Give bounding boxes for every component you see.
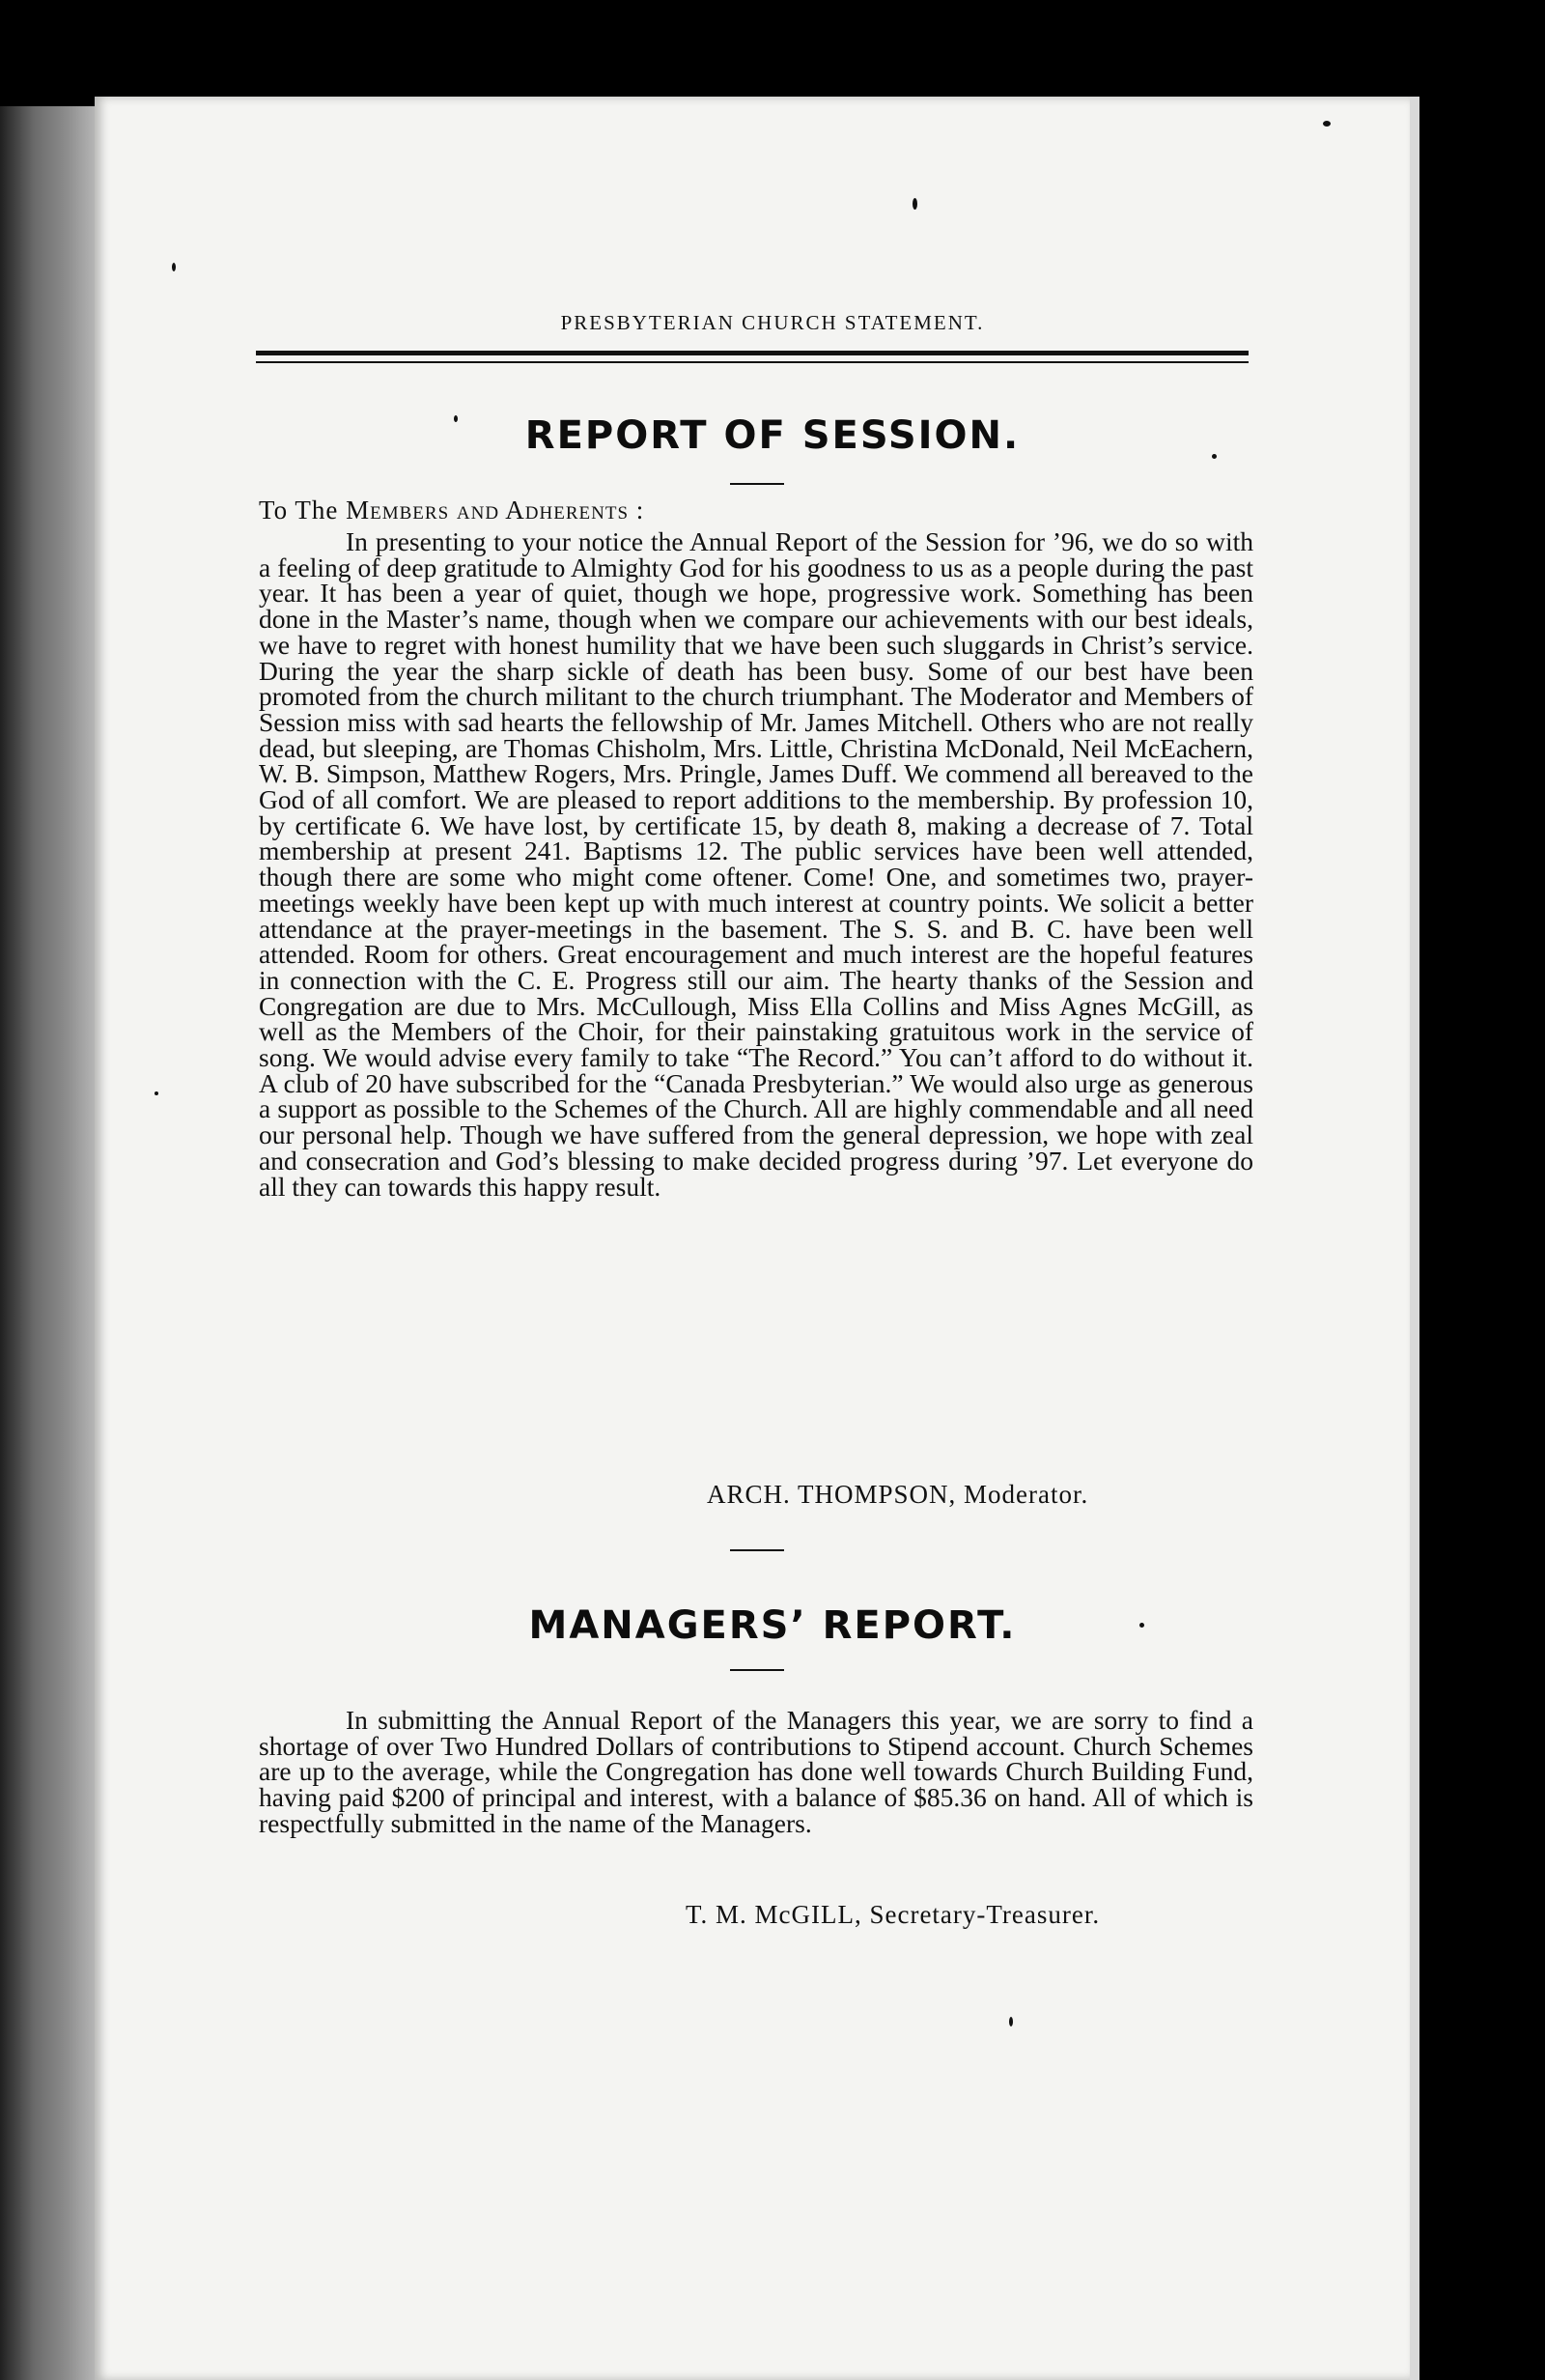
scan-speck: [154, 1091, 158, 1095]
scan-speck: [172, 263, 176, 271]
salutation-prefix: To The: [259, 496, 347, 524]
scan-speck: [1323, 121, 1331, 127]
session-heading: REPORT OF SESSION.: [524, 413, 1021, 458]
salutation-suffix: :: [629, 496, 645, 524]
header-rule-thin: [256, 361, 1249, 363]
salutation-addressees: Members and Adherents: [346, 496, 630, 524]
session-salutation: [259, 496, 644, 525]
managers-signature: T. M. McGILL, Secretary-Treasurer.: [686, 1900, 1101, 1929]
scan-speck: [1009, 2017, 1013, 2026]
scan-speck: [913, 198, 917, 210]
session-heading-rule: [730, 483, 784, 485]
header-rule-thick: [256, 351, 1249, 355]
managers-heading-rule: [730, 1669, 784, 1671]
session-report-body: In presenting to your notice the Annual Report of the Session for ’96, we do so with a feeling of deep gratitude to Almighty God for his goodness to us as a people during the past year. It has been a year of quiet, though we hope, progressive work. Something has been done in the Master’s name, though when we compare our achievements with our best ideals, we have to regret with honest humility that we have been such sluggards in Christ’s service. During the year the sharp sickle of death has been busy. Some of our best have been promoted from the church militant to the church triumphant. The Moderator and Members of Session miss with sad hearts the fellowship of Mr. James Mitchell. Others who are not really dead, but sleeping, are Thomas Chisholm, Mrs. Little, Christina McDonald, Neil McEachern, W. B. Simpson, Matthew Rogers, Mrs. Pringle, James Duff. We commend all bereaved to the God of all comfort. We are pleased to report additions to the membership. By profession 10, by certificate 6. We have lost, by certificate 15, by death 8, making a decrease of 7. Total membership at present 241. Baptisms 12. The public services have been well attended, though there are some who might come oftener. Come! One, and sometimes two, prayer-meetings weekly have been kept up with much interest at country points. We solicit a better attendance at the prayer-meetings in the basement. The S. S. and B. C. have been well attended. Room for others. Great encouragement and much interest are the hopeful features in connection with the C. E. Progress still our aim. The hearty thanks of the Session and Congregation are due to Mrs. McCullough, Miss Ella Collins and Miss Agnes McGill, as well as the Members of the Choir, for their painstaking gratuitous work in the service of song. We would advise every family to take “The Record.” You can’t afford to do without it. A club of 20 have subscribed for the “Canada Presbyterian.” We would also urge as generous a support as possible to the Schemes of the Church. All are highly commendable and all need our personal help. Though we have suffered from the general depression, we hope with zeal and consecration and God’s blessing to make decided progress during ’97. Let everyone do all they can towards this happy result.: [259, 526, 1253, 1202]
section-divider-rule: [730, 1549, 784, 1551]
session-signature: ARCH. THOMPSON, Moderator.: [707, 1480, 1089, 1509]
managers-report-body: In submitting the Annual Report of the Managers this year, we are sorry to find a shortage of over Two Hundred Dollars of contributions to Stipend account. Church Schemes are up to the average, while the Congregation has done well towards Church Building Fund, having paid $200 of principal and interest, with a balance of $85.36 on hand. All of which is respectfully submitted in the name of the Managers.: [259, 1705, 1253, 1838]
managers-heading: MANAGERS’ REPORT.: [528, 1603, 1017, 1648]
running-head: PRESBYTERIAN CHURCH STATEMENT.: [560, 311, 985, 334]
